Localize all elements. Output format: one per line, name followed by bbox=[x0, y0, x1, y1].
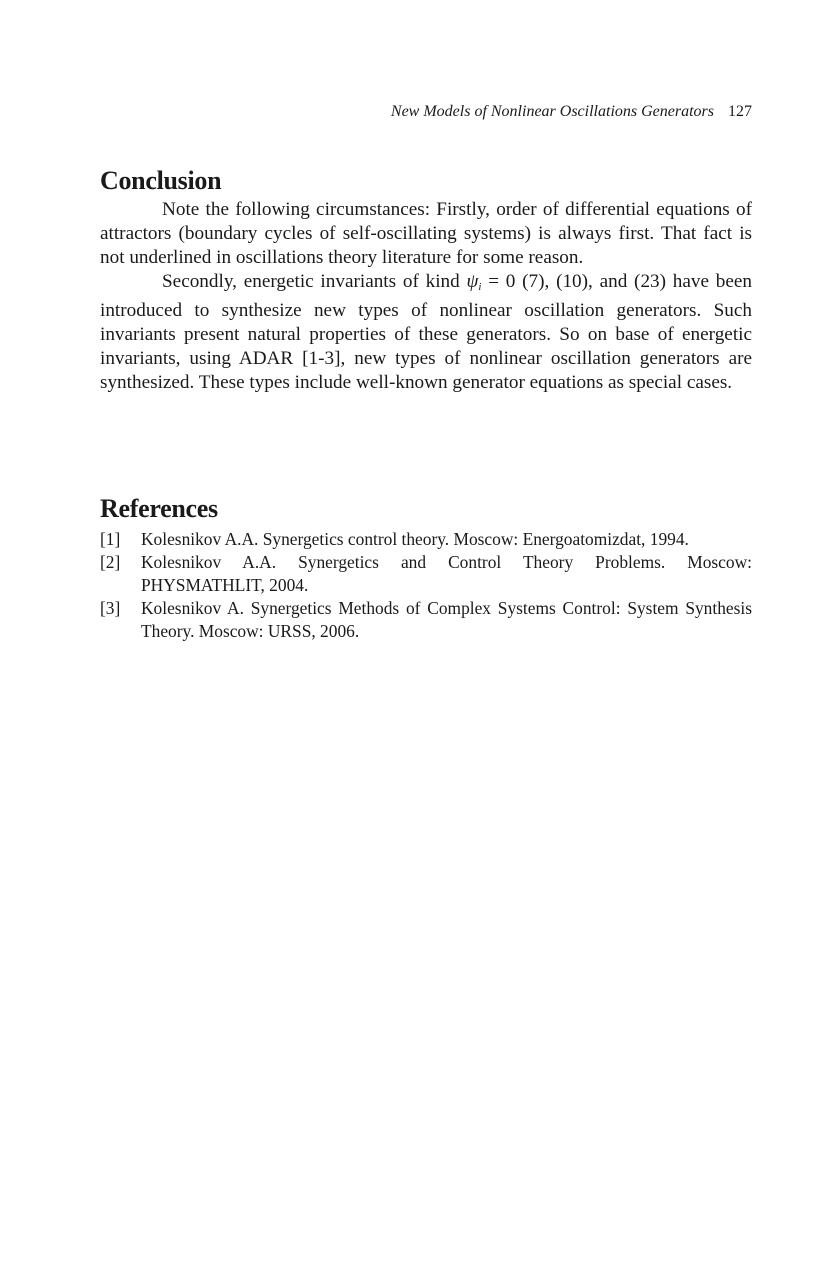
paragraph-2-text-before: Secondly, energetic invariants of kind bbox=[162, 271, 467, 292]
reference-item bbox=[100, 597, 752, 643]
page-number: 127 bbox=[728, 103, 752, 120]
energetic-invariant-formula bbox=[466, 271, 515, 292]
formula-subscript: i bbox=[478, 281, 482, 293]
reference-text: Kolesnikov A.A. Synergetics control theory. Moscow: Energoatomizdat, 1994. bbox=[141, 529, 689, 549]
reference-number: [3] bbox=[100, 598, 121, 618]
reference-number: [1] bbox=[100, 529, 121, 549]
conclusion-heading: Conclusion bbox=[100, 166, 222, 195]
conclusion-section bbox=[100, 164, 752, 395]
reference-number: [2] bbox=[100, 552, 121, 572]
references-section bbox=[100, 492, 752, 643]
running-head-title: New Models of Nonlinear Oscillations Generators bbox=[390, 103, 714, 120]
reference-text: Kolesnikov A.A. Synergetics and Control Theory Problems. Moscow: PHYSMATHLIT, 2004. bbox=[141, 552, 752, 595]
conclusion-paragraph-1: Note the following circumstances: Firstly, order of differential equations of attractors (boundary cycles of self-oscillating systems) is always first. That fact is not underlined in oscillations theory literature for some reason. bbox=[100, 199, 752, 268]
references-heading: References bbox=[100, 494, 218, 523]
paragraph-2-text-after: (7), (10), and (23) have been introduced to synthesize new types of nonlinear oscillation generators. Such invariants present natural properties of these generators. So on base of energetic invariants, using ADAR [1-3], new types of nonlinear oscillation generators are synthesized. These types include well-known generator equations as special cases. bbox=[100, 271, 752, 393]
conclusion-paragraph-2 bbox=[100, 270, 752, 395]
formula-symbol: ψ bbox=[466, 271, 479, 292]
reference-list bbox=[100, 528, 752, 643]
reference-text: Kolesnikov A. Synergetics Methods of Complex Systems Control: System Synthesis Theory. Moscow: URSS, 2006. bbox=[141, 598, 752, 641]
reference-item bbox=[100, 551, 752, 597]
running-head bbox=[100, 101, 752, 123]
formula-rhs: = 0 bbox=[481, 271, 516, 292]
reference-item bbox=[100, 528, 752, 551]
